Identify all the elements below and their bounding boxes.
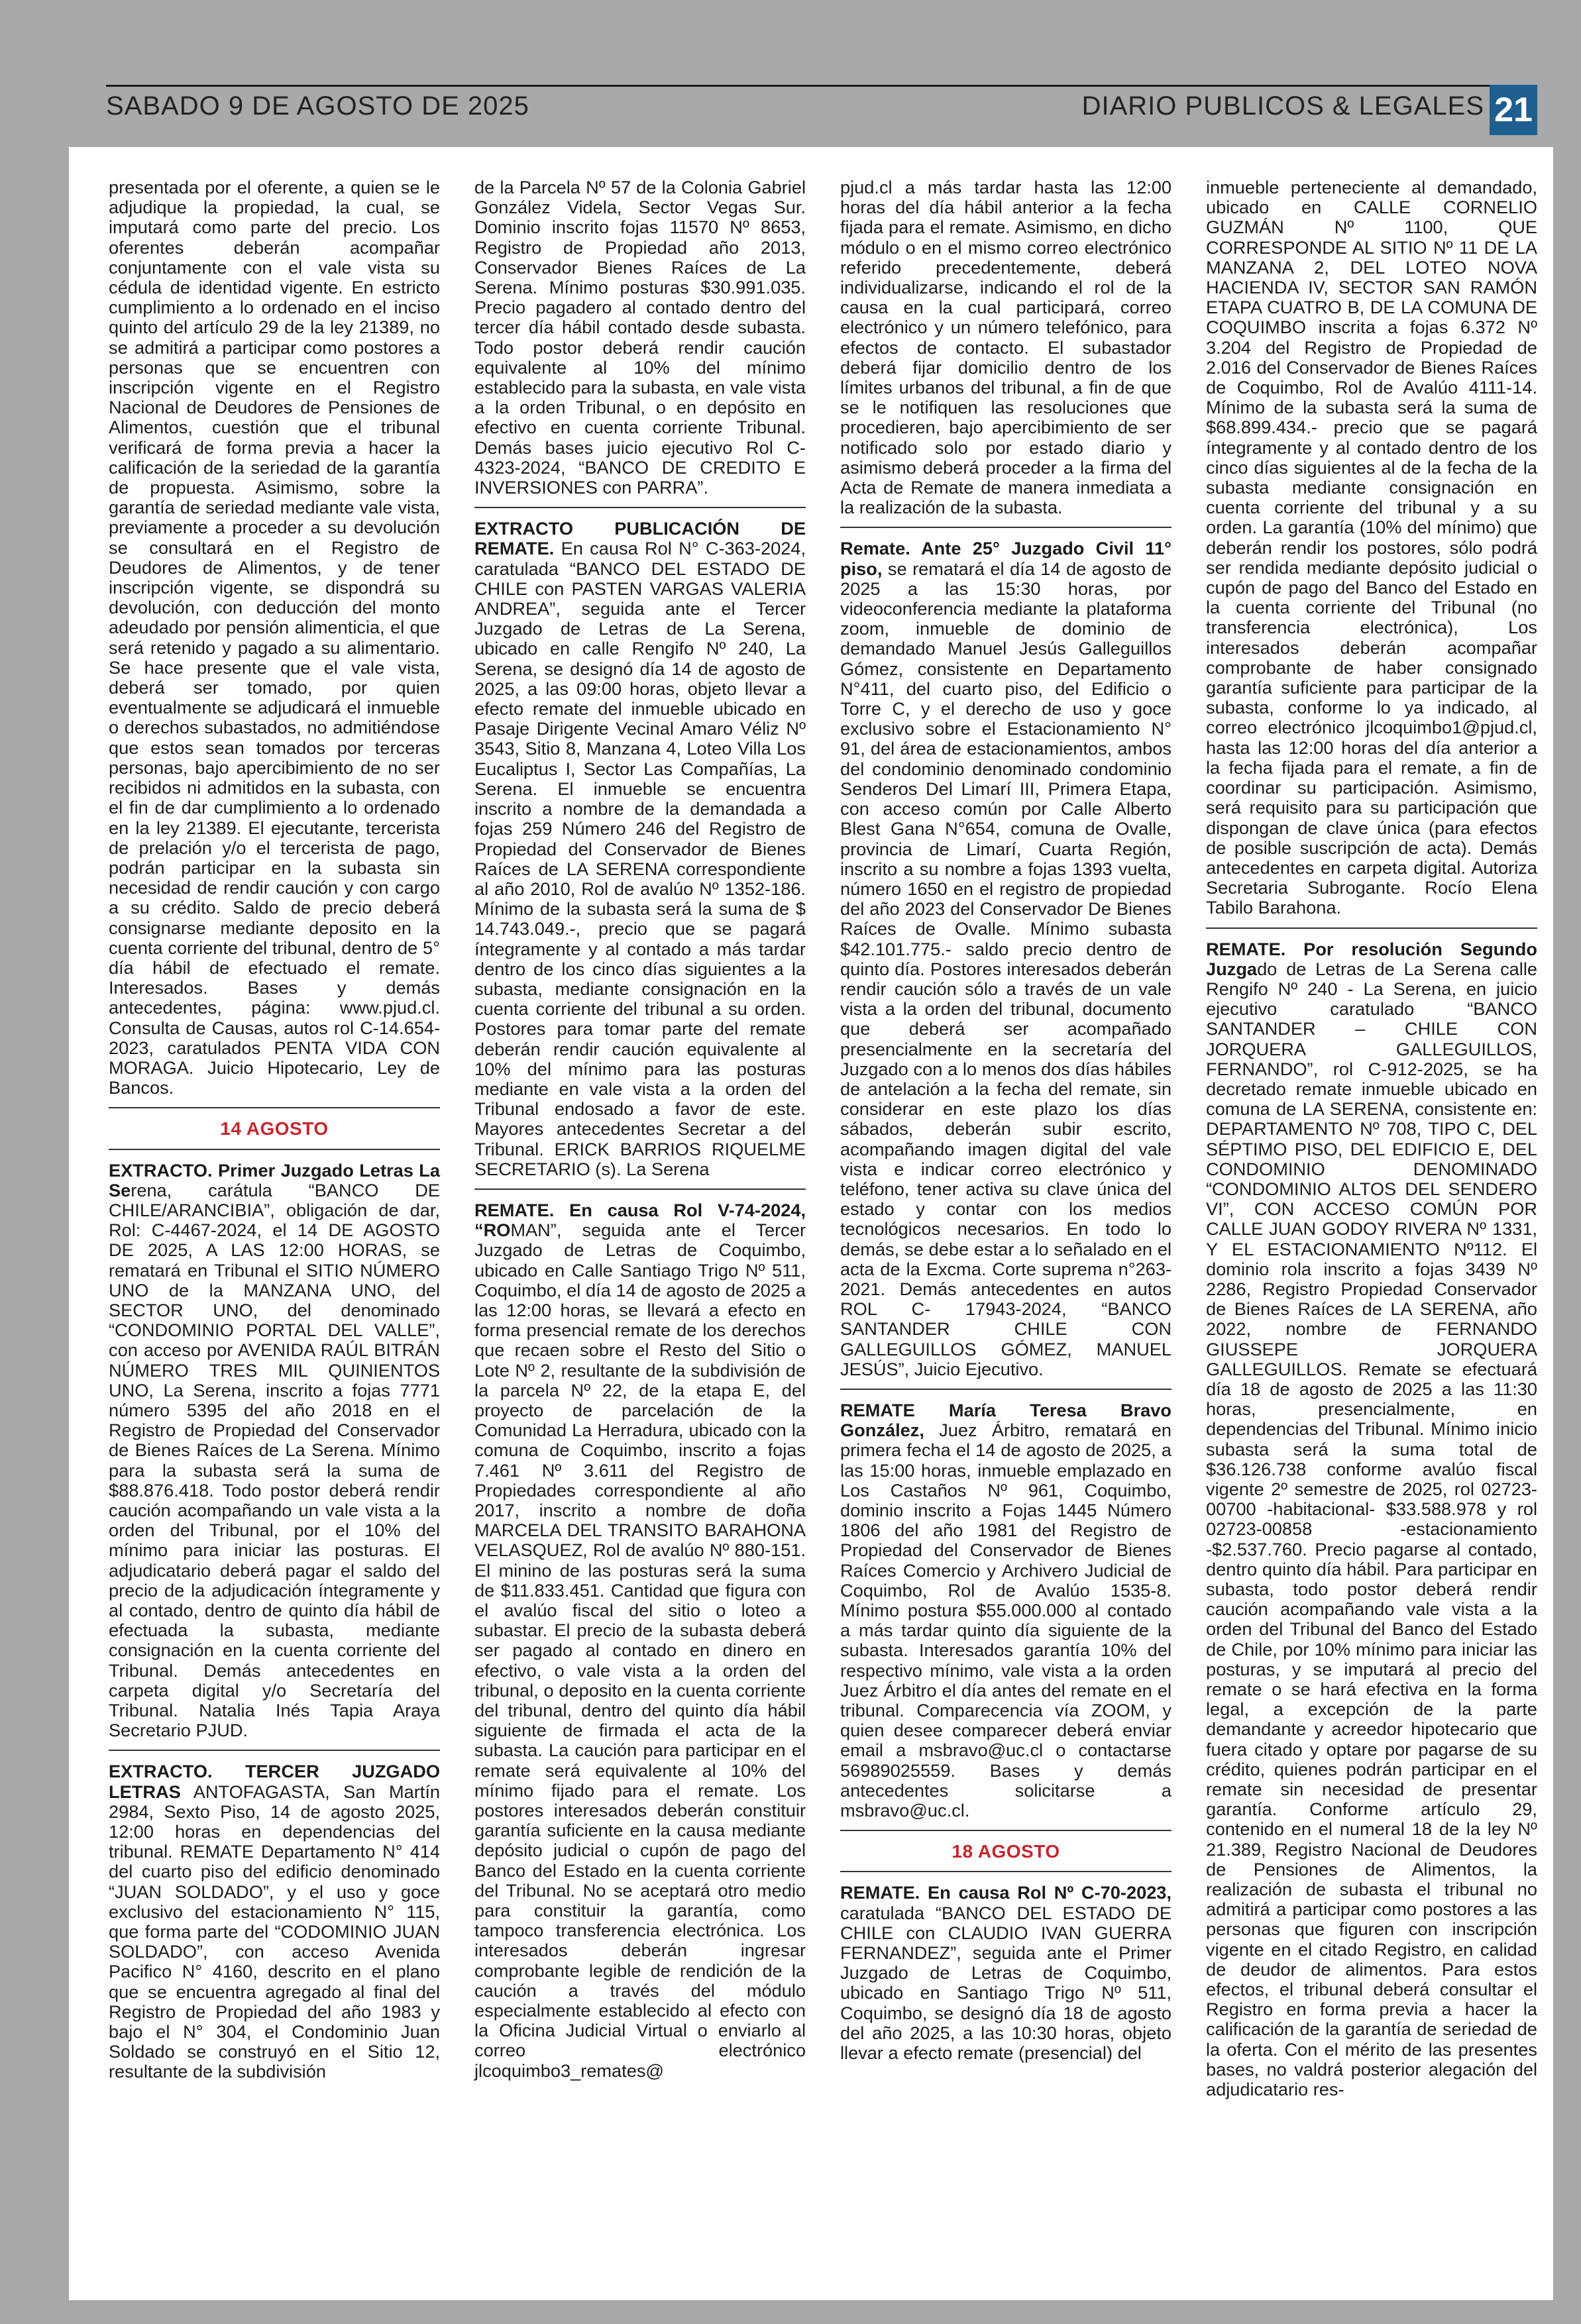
section-divider bbox=[840, 1871, 1172, 1872]
notice-lead: REMATE María Teresa Bravo González, bbox=[840, 1399, 1172, 1441]
notice-lead: EXTRACTO PUBLICACIÓN DE REMATE. bbox=[474, 518, 806, 559]
section-divider bbox=[109, 1149, 440, 1150]
column-4 bbox=[1206, 178, 1537, 2099]
section-divider bbox=[840, 527, 1172, 528]
legal-notice bbox=[840, 178, 1172, 517]
notice-lead: REMATE. En causa Rol Nº C-70-2023, bbox=[840, 1882, 1172, 1903]
section-divider bbox=[840, 1830, 1172, 1831]
header-date: SABADO 9 DE AGOSTO DE 2025 bbox=[106, 91, 529, 121]
legal-notice bbox=[474, 1200, 806, 2081]
notice-lead: REMATE. Por resolución Segundo Juzga bbox=[1206, 938, 1537, 979]
legal-notice bbox=[840, 1883, 1172, 2063]
date-heading: 18 AGOSTO bbox=[952, 1841, 1060, 1862]
notice-body: do de Letras de La Serena calle Rengifo Nº 240 - La Serena, en juicio ejecutivo caratulado “BANCO SANTANDER – CHILE CON JORQUERA GALLEGUILLOS, FERNANDO”, rol C-912-2025, se ha decretado remate inmueble ubicado en comuna de LA SERENA, consistente en: DEPARTAMENTO Nº 708, TIPO C, DEL SÉPTIMO PISO, DEL EDIFICIO E, DEL CONDOMINIO DENOMINADO “CONDOMINIO ALTOS DEL SENDERO VI”, CON ACCESO COMÚN POR CALLE JUAN GODOY RIVERA Nº 1331, Y EL ESTACIONAMIENTO Nº112. El dominio rola inscrito a fojas 3439 Nº 2286, Registro Propiedad Conservador de Bienes Raíces de LA SERENA, año 2022, nombre de FERNANDO GIUSSEPE JORQUERA GALLEGUILLOS. Remate se efectuará día 18 de agosto de 2025 a las 11:30 horas, presencialmente, en dependencias del Tribunal. Mínimo inicio subasta será la suma total de $36.126.738 conforme avalúo fiscal vigente 2º semestre de 2025, rol 02723- 00700 -habitacional- $33.588.978 y rol 02723-00858 -estacionamiento -$2.537.760. Precio pagarse al contado, dentro quinto día hábil. Para participar en subasta, todo postor deberá rendir caución acompañando vale vista a la orden del Tribunal del Banco del Estado de Chile, por 10% mínimo para iniciar las posturas, y se imputará al precio del remate o se hará efectiva en la forma legal, a excepción de la parte demandante y acreedor hipotecario que fuera citado y optare por pagarse de su crédito, quienes podrán participar en el remate sin necesidad de presentar garantía. Conforme artículo 29, contenido en el numeral 18 de la ley Nº 21.389, Registro Nacional de Deudores de Pensiones de Alimentos, la realización de subasta el tribunal no admitirá a participar como postores a las personas que figuren con inscripción vigente en el citado Registro, en calidad de deudor de alimentos. Para estos efectos, el tribunal deberá consultar el Registro en forma previa a hacer la calificación de la garantía de seriedad de la oferta. Con el mérito de las presentes bases, no valdrá posterior alegación del adjudicatario res- bbox=[1206, 958, 1537, 2100]
notice-body: caratulada “BANCO DEL ESTADO DE CHILE con CLAUDIO IVAN GUERRA FERNANDEZ”, seguida ante el Primer Juzgado de Letras de Coquimbo, ubicado en Santiago Trigo Nº 511, Coquimbo, se designó día 18 de agosto del año 2025, a las 10:30 horas, objeto llevar a efecto remate (presencial) del bbox=[840, 1902, 1172, 2064]
section-divider bbox=[474, 1188, 806, 1190]
column-1 bbox=[109, 178, 440, 2082]
section-divider bbox=[109, 1107, 440, 1108]
legal-notice bbox=[109, 1762, 440, 2082]
section-divider bbox=[109, 1750, 440, 1751]
section-divider bbox=[1206, 927, 1537, 929]
notice-lead: Remate. Ante 25° Juzgado Civil 11° piso, bbox=[840, 538, 1172, 579]
legal-notice bbox=[109, 178, 440, 1098]
publication-title: DIARIO PUBLICOS & LEGALES bbox=[1081, 91, 1484, 121]
page-number: 21 bbox=[1490, 85, 1537, 135]
legal-notice bbox=[840, 1400, 1172, 1821]
notice-body: pjud.cl a más tardar hasta las 12:00 horas del día hábil anterior a la fecha fijada para el remate. Asimismo, en dicho módulo o en el mismo correo electrónico referido precedentemente, deberá individualizarse, indicando el rol de la causa en la cual participará, correo electrónico y un número telefónico, para efectos de contacto. El subastador deberá fijar domicilio dentro de los límites urbanos del tribunal, a fin de que se le notifiquen las resoluciones que procedieren, bajo apercibimiento de ser notificado solo por estado diario y asimismo deberá proceder a la firma del Acta de Remate de manera inmediata a la realización de la subasta. bbox=[840, 177, 1172, 518]
notice-body: ANTOFAGASTA, San Martín 2984, Sexto Piso, 14 de agosto 2025, 12:00 horas en dependencias del tribunal. REMATE Departamento N° 414 del cuarto piso del edificio denominado “JUAN SOLDADO”, y el uso y goce exclusivo del estacionamiento N° 115, que forma parte del “CODOMINIO JUAN SOLDADO”, con acceso Avenida Pacifico N° 4160, descrito en el plano que se encuentra agregado al final del Registro de Propiedad del año 1983 y bajo el N° 304, el Condominio Juan Soldado se construyó en el Sitio 12, resultante de la subdivisión bbox=[109, 1781, 440, 2082]
column-2 bbox=[474, 178, 806, 2081]
notice-lead: REMATE. En causa Rol V-74-2024, “RO bbox=[474, 1199, 806, 1241]
legal-notice bbox=[840, 539, 1172, 1379]
legal-notice bbox=[474, 178, 806, 498]
legal-notice bbox=[1206, 178, 1537, 918]
header-rule bbox=[106, 85, 1537, 87]
notice-body: presentada por el oferente, a quien se le adjudique la propiedad, la cual, se imputará como parte del precio. Los oferentes deberán acompañar conjuntamente con el vale vista su cédula de identidad vigente. En estricto cumplimiento a lo ordenado en el inciso quinto del artículo 29 de la ley 21389, no se admitirá a participar como postores a personas que se encuentren con inscripción vigente en el Registro Nacional de Deudores de Pensiones de Alimentos, cuestión que el tribunal verificará de forma previa a hacer la calificación de la seriedad de la garantía de propuesta. Asimismo, sobre la garantía de seriedad mediante vale vista, previamente a proceder a su devolución se consultará en el Registro de Deudores de Alimentos, y de tener inscripción vigente, se dispondrá su devolución, con deducción del monto adeudado por pensión alimenticia, el que será retenido y pagado a su alimentario. Se hace presente que el vale vista, deberá ser tomado, por quien eventualmente se adjudicará el inmueble o derechos subastados, no admitiéndose que estos sean tomados por terceras personas, bajo apercibimiento de no ser recibidos ni admitidos en la subasta, con el fin de dar cumplimiento a lo ordenado en la ley 21389. El ejecutante, tercerista de prelación y/o el tercerista de pago, podrán participar en la subasta sin necesidad de rendir caución y con cargo a su crédito. Saldo de precio deberá consignarse mediante deposito en la cuenta corriente del tribunal, dentro de 5° día hábil de efectuado el remate. Interesados. Bases y demás antecedentes, página: www.pjud.cl. Consulta de Causas, autos rol C-14.654-2023, caratulados PENTA VIDA CON MORAGA. Juicio Hipotecario, Ley de Bancos. bbox=[109, 177, 440, 1098]
notice-body: Juez Árbitro, rematará en primera fecha el 14 de agosto de 2025, a las 15:00 horas, inmueble emplazado en Los Castaños Nº 961, Coquimbo, dominio inscrito a Fojas 1445 Número 1806 del año 1981 del Registro de Propiedad del Conservador de Bienes Raíces Comercio y Archivero Judicial de Coquimbo, Rol de Avalúo 1535-8. Mínimo postura $55.000.000 al contado a más tardar quinto día siguiente de la subasta. Interesados garantía 10% del respectivo mínimo, vale vista a la orden Juez Árbitro el día antes del remate en el tribunal. Comparecencia vía ZOOM, y quien desee comparecer deberá enviar email a msbravo@uc.cl o contactarse 56989025559. Bases y demás antecedentes solicitarse a msbravo@uc.cl. bbox=[840, 1420, 1172, 1821]
section-divider bbox=[840, 1389, 1172, 1390]
notice-lead: EXTRACTO. TERCER JUZGADO LETRAS bbox=[109, 1761, 440, 1802]
page-header bbox=[106, 85, 1537, 131]
legal-notice bbox=[109, 1161, 440, 1741]
date-heading: 14 AGOSTO bbox=[220, 1118, 329, 1139]
notice-body: MAN”, seguida ante el Tercer Juzgado de Letras de Coquimbo, ubicado en Calle Santiago Trigo Nº 511, Coquimbo, el día 14 de agosto de 2025 a las 12:00 horas, se llevará a efecto en forma presencial remate de los derechos que recaen sobre el Resto del Sitio o Lote Nº 2, resultante de la subdivisión de la parcela Nº 22, de la etapa E, del proyecto de parcelación de la Comunidad La Herradura, ubicado con la comuna de Coquimbo, inscrito a fojas 7.461 Nº 3.611 del Registro de Propiedades correspondiente al año 2017, inscrito a nombre de doña MARCELA DEL TRANSITO BARAHONA VELASQUEZ, Rol de avalúo Nº 880-151. El minino de las posturas será la suma de $11.833.451. Cantidad que figura con el avalúo fiscal del sitio o loteo a subastar. El precio de la subasta deberá ser pagado al contado en dinero en efectivo, o vale vista a la orden del tribunal, o deposito en la cuenta corriente del tribunal, dentro del quinto día hábil siguiente de firmada el acta de la subasta. La caución para participar en el remate será equivalente al 10% del mínimo fijado para el remate. Los postores interesados deberán constituir garantía suficiente en la causa mediante depósito judicial o cupón de pago del Banco del Estado en la cuenta corriente del Tribunal. No se aceptará otro medio para constituir la garantía, como tampoco transferencia electrónica. Los interesados deberán ingresar comprobante legible de rendición de la caución a través del módulo especialmente establecido al efecto con la Oficina Judicial Virtual o enviarlo al correo electrónico jlcoquimbo3_remates@ bbox=[474, 1220, 806, 2081]
notice-body: de la Parcela Nº 57 de la Colonia Gabriel González Videla, Sector Vegas Sur. Dominio inscrito fojas 11570 Nº 8653, Registro de Propiedad año 2013, Conservador Bienes Raíces de La Serena. Mínimo posturas $30.991.035. Precio pagadero al contado dentro del tercer día hábil contado desde subasta. Todo postor deberá rendir caución equivalente al 10% del mínimo establecido para la subasta, en vale vista a la orden Tribunal, o en depósito en efectivo en cuenta corriente Tribunal. Demás bases juicio ejecutivo Rol C-4323-2024, “BANCO DE CREDITO E INVERSIONES con PARRA”. bbox=[474, 177, 806, 498]
section-divider bbox=[474, 507, 806, 508]
notice-body: En causa Rol N° C-363-2024, caratulada “BANCO DEL ESTADO DE CHILE con PASTEN VARGAS VALERIA ANDREA”, seguida ante el Tercer Juzgado de Letras de La Serena, ubicado en calle Rengifo Nº 240, La Serena, se designó día 14 de agosto de 2025, a las 09:00 horas, objeto llevar a efecto remate del inmueble ubicado en Pasaje Dirigente Vecinal Amaro Véliz Nº 3543, Sitio 8, Manzana 4, Loteo Villa Los Eucaliptus I, Sector Las Compañías, La Serena. El inmueble se encuentra inscrito a nombre de la demandada a fojas 259 Número 246 del Registro de Propiedad del Conservador de Bienes Raíces de LA SERENA correspondiente al año 2010, Rol de avalúo Nº 1352-186. Mínimo de la subasta será la suma de $ 14.743.049.-, precio que se pagará íntegramente y al contado a más tardar dentro de los cinco días siguientes a la subasta, mediante consignación en la cuenta corriente del tribunal a su orden. Postores para tomar parte del remate deberán rendir caución equivalente al 10% del mínimo para las posturas mediante en vale vista a la orden del Tribunal endosado a favor de este. Mayores antecedentes Secretar a del Tribunal. ERICK BARRIOS RIQUELME SECRETARIO (s). La Serena bbox=[474, 538, 806, 1179]
notice-body: se rematará el día 14 de agosto de 2025 a las 15:30 horas, por videoconferencia mediante la plataforma zoom, inmueble de dominio de demandado Manuel Jesús Galleguillos Gómez, consistente en Departamento N°411, del cuarto piso, del Edificio o Torre C, y el derecho de uso y goce exclusivo sobre el Estacionamiento N° 91, del área de estacionamientos, ambos del condominio denominado condominio Senderos Del Limarí III, Primera Etapa, con acceso común por Calle Alberto Blest Gana N°654, comuna de Ovalle, provincia de Limarí, Cuarta Región, inscrito a su nombre a fojas 1393 vuelta, número 1650 en el registro de propiedad del año 2023 del Conservador De Bienes Raíces de Ovalle. Mínimo subasta $42.101.775.- saldo precio dentro de quinto día. Postores interesados deberán rendir caución sólo a través de un vale vista a la orden del tribunal, documento que deberá ser acompañado presencialmente en la secretaría del Juzgado con a lo menos dos días hábiles de antelación a la fecha del remate, sin considerar en este plazo los días sábados, deberán subir escrito, acompañando imagen digital del vale vista e indicar correo electrónico y teléfono, tener activa su clave única del estado y contar con los medios tecnológicos necesarios. En todo lo demás, se debe estar a lo señalado en el acta de la Excma. Corte suprema n°263- 2021. Demás antecedentes en autos ROL C- 17943-2024, “BANCO SANTANDER CHILE CON GALLEGUILLOS GÓMEZ, MANUEL JESÚS”, Juicio Ejecutivo. bbox=[840, 558, 1172, 1379]
notice-body: rena, carátula “BANCO DE CHILE/ARANCIBIA”, obligación de dar, Rol: C-4467-2024, el 14 DE AGOSTO DE 2025, A LAS 12:00 HORAS, se rematará en Tribunal el SITIO NÚMERO UNO de la MANZANA UNO, del SECTOR UNO, del denominado “CONDOMINIO PORTAL DEL VALLE”, con acceso por AVENIDA RAÚL BITRÁN NÚMERO TRES MIL QUINIENTOS UNO, La Serena, inscrito a fojas 7771 número 5395 del año 2018 en el Registro de Propiedad del Conservador de Bienes Raíces de La Serena. Mínimo para la subasta será la suma de $88.876.418. Todo postor deberá rendir caución acompañando un vale vista a la orden del Tribunal, por el 10% del mínimo para iniciar las posturas. El adjudicatario deberá pagar el saldo del precio de la adjudicación íntegramente y al contado, dentro de quinto día hábil de efectuada la subasta, mediante consignación en la cuenta corriente del Tribunal. Demás antecedentes en carpeta digital y/o Secretaría del Tribunal. Natalia Inés Tapia Araya Secretario PJUD. bbox=[109, 1179, 440, 1741]
notice-lead: EXTRACTO. Primer Juzgado Letras La Se bbox=[109, 1159, 440, 1200]
notice-body: inmueble perteneciente al demandado, ubicado en CALLE CORNELIO GUZMÁN Nº 1100, QUE CORRESPONDE AL SITIO Nº 11 DE LA MANZANA 2, DEL LOTEO NOVA HACIENDA IV, SECTOR SAN RAMÓN ETAPA CUATRO B, DE LA COMUNA DE COQUIMBO inscrita a fojas 6.372 Nº 3.204 del Registro de Propiedad de 2.016 del Conservador de Bienes Raíces de Coquimbo, Rol de Avalúo 4111-14. Mínimo de la subasta será la suma de $68.899.434.- precio que se pagará íntegramente y al contado dentro de los cinco días siguientes al de la fecha de la subasta mediante consignación en cuenta corriente del tribunal y a su orden. La garantía (10% del mínimo) que deberán rendir los postores, sólo podrá ser rendida mediante depósito judicial o cupón de pago del Banco del Estado en la cuenta corriente del Tribunal (no transferencia electrónica), Los interesados deberán acompañar comprobante de haber consignado garantía suficiente para participar de la subasta, conforme lo ya indicado, al correo electrónico jlcoquimbo1@pjud.cl, hasta las 12:00 horas del día anterior a la fecha fijada para el remate, a fin de coordinar su participación. Asimismo, será requisito para su participación que dispongan de clave única (para efectos de posible suscripción de acta). Demás antecedentes en carpeta digital. Autoriza Secretaria Subrogante. Rocío Elena Tabilo Barahona. bbox=[1206, 177, 1537, 918]
page-body bbox=[69, 147, 1553, 2300]
legal-notice bbox=[474, 519, 806, 1179]
column-3 bbox=[840, 178, 1172, 2063]
legal-notice bbox=[1206, 939, 1537, 2100]
